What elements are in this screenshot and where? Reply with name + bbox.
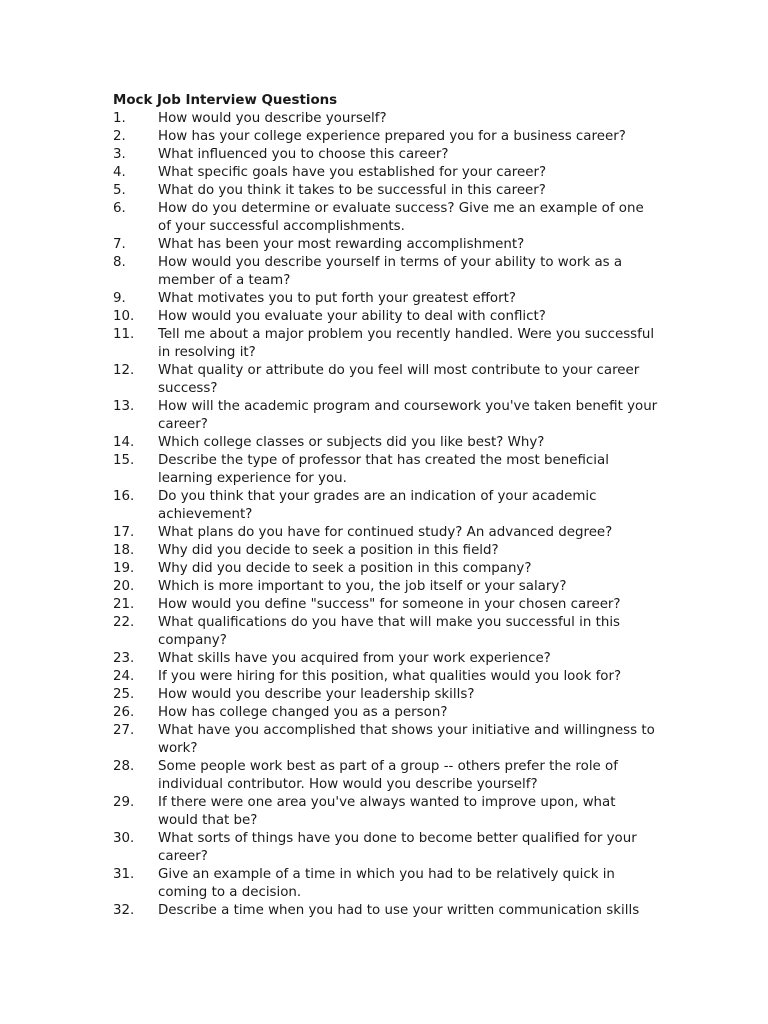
question-number: 18. (113, 543, 135, 558)
question-text: How will the academic program and coursework you've taken benefit your career? (158, 399, 658, 432)
question-number: 17. (113, 525, 135, 540)
question-number: 19. (113, 561, 135, 576)
question-list (113, 110, 658, 920)
question-number: 14. (113, 435, 135, 450)
question-item (113, 308, 658, 326)
question-number: 15. (113, 453, 135, 468)
question-item (113, 722, 658, 758)
question-item (113, 488, 658, 524)
question-item (113, 326, 658, 362)
question-item (113, 254, 658, 290)
question-number: 32. (113, 903, 135, 918)
question-item (113, 128, 658, 146)
question-text: Describe the type of professor that has created the most beneficial learning experience for you. (158, 453, 609, 486)
question-item (113, 686, 658, 704)
question-text: If you were hiring for this position, what qualities would you look for? (158, 669, 622, 684)
question-item (113, 452, 658, 488)
question-item (113, 560, 658, 578)
question-number: 26. (113, 705, 135, 720)
question-text: What sorts of things have you done to become better qualified for your career? (158, 831, 637, 864)
question-text: How has college changed you as a person? (158, 705, 448, 720)
document-body (113, 92, 658, 920)
question-text: How would you evaluate your ability to deal with conflict? (158, 309, 546, 324)
question-text: What skills have you acquired from your work experience? (158, 651, 551, 666)
question-item (113, 164, 658, 182)
question-text: What motivates you to put forth your greatest effort? (158, 291, 516, 306)
question-number: 2. (113, 129, 126, 144)
question-number: 12. (113, 363, 135, 378)
question-text: What have you accomplished that shows your initiative and willingness to work? (158, 723, 655, 756)
question-number: 21. (113, 597, 135, 612)
question-text: What plans do you have for continued study? An advanced degree? (158, 525, 613, 540)
question-text: How would you describe yourself? (158, 111, 387, 126)
question-text: What has been your most rewarding accomplishment? (158, 237, 525, 252)
question-number: 16. (113, 489, 135, 504)
question-item (113, 524, 658, 542)
question-item (113, 704, 658, 722)
question-number: 11. (113, 327, 135, 342)
question-item (113, 290, 658, 308)
question-number: 5. (113, 183, 126, 198)
question-text: Do you think that your grades are an indication of your academic achievement? (158, 489, 597, 522)
question-item (113, 830, 658, 866)
question-item (113, 902, 658, 920)
question-item (113, 146, 658, 164)
question-item (113, 542, 658, 560)
question-text: Give an example of a time in which you had to be relatively quick in coming to a decision. (158, 867, 615, 900)
question-text: Which college classes or subjects did you like best? Why? (158, 435, 545, 450)
question-text: Some people work best as part of a group -- others prefer the role of individual contributor. How would you describe yourself? (158, 759, 618, 792)
question-number: 24. (113, 669, 135, 684)
question-text: Describe a time when you had to use your written communication skills (158, 903, 640, 918)
question-text: What do you think it takes to be successful in this career? (158, 183, 546, 198)
question-number: 3. (113, 147, 126, 162)
question-number: 4. (113, 165, 126, 180)
question-text: If there were one area you've always wanted to improve upon, what would that be? (158, 795, 616, 828)
question-item (113, 182, 658, 200)
question-item (113, 668, 658, 686)
question-text: Why did you decide to seek a position in this field? (158, 543, 499, 558)
question-item (113, 650, 658, 668)
question-number: 13. (113, 399, 135, 414)
question-text: How would you define "success" for someone in your chosen career? (158, 597, 621, 612)
question-text: How would you describe your leadership skills? (158, 687, 475, 702)
question-number: 27. (113, 723, 135, 738)
question-text: What qualifications do you have that will make you successful in this company? (158, 615, 621, 648)
question-text: Why did you decide to seek a position in this company? (158, 561, 532, 576)
question-item (113, 614, 658, 650)
question-item (113, 578, 658, 596)
question-text: What quality or attribute do you feel will most contribute to your career success? (158, 363, 640, 396)
document-title: Mock Job Interview Questions (113, 93, 338, 108)
question-number: 20. (113, 579, 135, 594)
question-number: 22. (113, 615, 135, 630)
question-text: Tell me about a major problem you recently handled. Were you successful in resolving it? (158, 327, 655, 360)
question-item (113, 758, 658, 794)
question-item (113, 110, 658, 128)
question-number: 23. (113, 651, 135, 666)
question-number: 31. (113, 867, 135, 882)
question-text: What specific goals have you established for your career? (158, 165, 547, 180)
question-item (113, 596, 658, 614)
question-number: 6. (113, 201, 126, 216)
question-item (113, 236, 658, 254)
question-number: 9. (113, 291, 126, 306)
question-number: 29. (113, 795, 135, 810)
question-number: 25. (113, 687, 135, 702)
question-item (113, 434, 658, 452)
question-item (113, 200, 658, 236)
question-text: How would you describe yourself in terms of your ability to work as a member of a team? (158, 255, 623, 288)
question-item (113, 398, 658, 434)
question-number: 30. (113, 831, 135, 846)
question-text: How do you determine or evaluate success? Give me an example of one of your successful accomplishments. (158, 201, 644, 234)
question-number: 1. (113, 111, 126, 126)
question-number: 10. (113, 309, 135, 324)
question-item (113, 794, 658, 830)
question-item (113, 362, 658, 398)
question-text: Which is more important to you, the job itself or your salary? (158, 579, 567, 594)
question-number: 7. (113, 237, 126, 252)
question-number: 8. (113, 255, 126, 270)
question-text: How has your college experience prepared you for a business career? (158, 129, 626, 144)
question-text: What influenced you to choose this career? (158, 147, 449, 162)
question-item (113, 866, 658, 902)
question-number: 28. (113, 759, 135, 774)
